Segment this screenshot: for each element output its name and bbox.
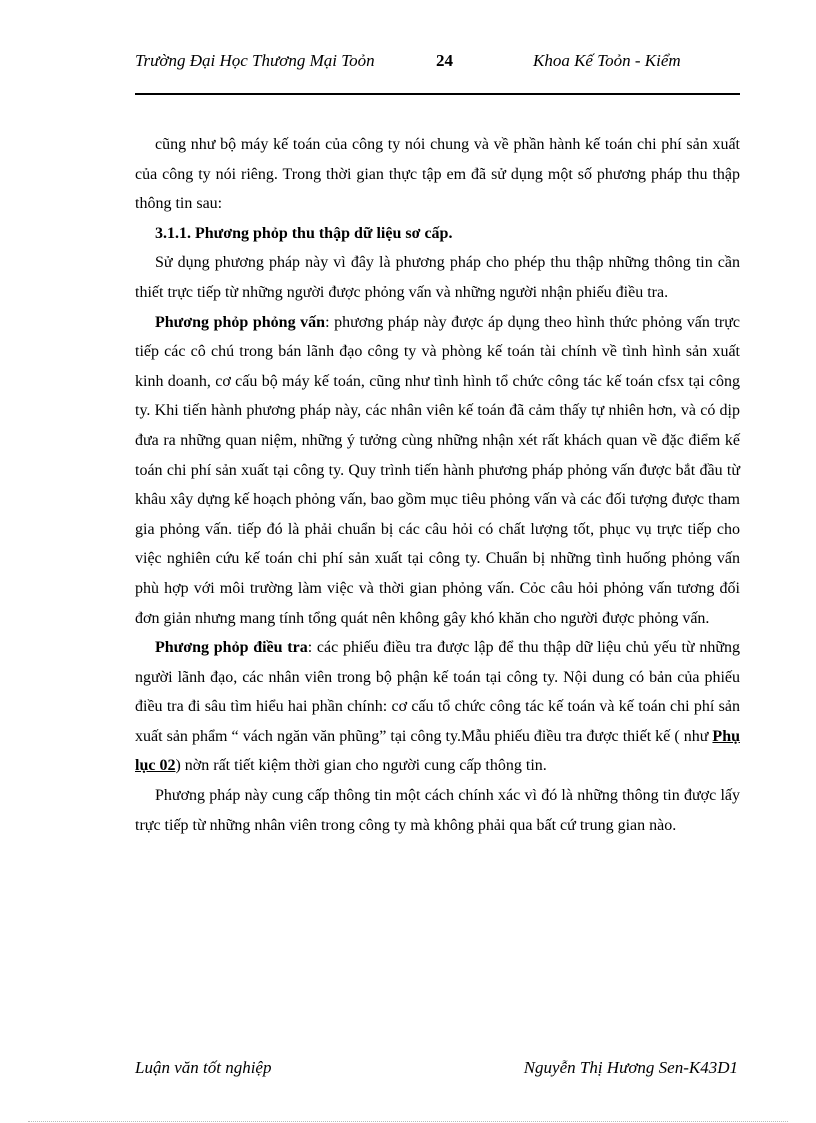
paragraph-interview (135, 308, 740, 634)
paragraph-intro: cũng như bộ máy kế toán của công ty nói chung và về phần hành kế toán chi phí sản xuất của công ty nói riêng. Trong thời gian thực tập em đã sử dụng một số phương pháp thu thập thông tin sau: (135, 136, 740, 213)
survey-text-b: ) nờn rất tiết kiệm thời gian cho người cung cấp thông tin. (175, 757, 547, 775)
interview-text: : phương pháp này được áp dụng theo hình thức phỏng vấn trực tiếp các cô chú trong bán lãnh đạo công ty và phòng kế toán tài chính về tình hình sản xuất kinh doanh, cơ cấu bộ máy kế toán, cũng như tình hình tổ chức công tác kế toán cfsx tại công ty. Khi tiến hành phương pháp này, các nhân viên kế toán đã cảm thấy tự nhiên hơn, và có dịp đưa ra những quan niệm, những ý tưởng cùng những nhận xét rất khách quan về đặc điểm kế toán chi phí sản xuất tại công ty. Quy trình tiến hành phương pháp phỏng vấn được bắt đầu từ khâu xây dựng kế hoạch phỏng vấn, bao gồm mục tiêu phỏng vấn và các đối tượng được tham gia phỏng vấn. tiếp đó là phải chuẩn bị các câu hỏi có chất lượng tốt, phục vụ trực tiếp cho việc nghiên cứu kế toán chi phí sản xuất tại công ty. Chuẩn bị những tình huống phỏng vấn phù hợp với môi trường làm việc và thời gian phỏng vấn. Cỏc câu hỏi phỏng vấn tương đối đơn giản nhưng mang tính tổng quát nên không gây khó khăn cho người được phỏng vấn. (135, 313, 740, 627)
section-heading: 3.1.1. Phương phỏp thu thập dữ liệu sơ cấp. (155, 224, 453, 242)
survey-text-a: : các phiếu điều tra được lập để thu thập dữ liệu chủ yếu từ những người lãnh đạo, các nhân viên trong bộ phận kế toán tại công ty. Nội dung có bản của phiếu điều tra đi sâu tìm hiểu hai phần chính: cơ cấu tổ chức công tác kế toán và kế toán chi phí sản xuất sản phẩm “ vách ngăn văn phũng” tại công ty.Mẫu phiếu điều tra được thiết kế ( như (135, 639, 741, 745)
header-divider (135, 93, 740, 95)
paragraph-conclusion: Phương pháp này cung cấp thông tin một cách chính xác vì đó là những thông tin được lấy trực tiếp từ những nhân viên trong công ty mà không phải qua bất cứ trung gian nào. (135, 787, 740, 834)
interview-label: Phương phỏp phỏng vấn (155, 313, 326, 331)
header-school: Trường Đại Học Thương Mại Toỏn (135, 51, 375, 70)
footer-author: Nguyễn Thị Hương Sen-K43D1 (523, 1058, 738, 1077)
appendix-link[interactable]: Phụ lục 02 (135, 727, 740, 775)
paragraph-primary-data: Sử dụng phương pháp này vì đây là phương pháp cho phép thu thập những thông tin cần thiết trực tiếp từ những người được phỏng vấn và những người nhận phiếu điều tra. (135, 254, 740, 301)
header-faculty: Khoa Kế Toỏn - Kiểm (533, 51, 681, 70)
survey-label: Phương phỏp điều tra (155, 639, 308, 657)
document-body (135, 130, 740, 840)
paragraph-survey (135, 633, 740, 781)
footer-thesis-label: Luận văn tốt nghiệp (135, 1058, 272, 1077)
page-bottom-edge (28, 1121, 788, 1122)
page-number: 24 (436, 51, 453, 70)
